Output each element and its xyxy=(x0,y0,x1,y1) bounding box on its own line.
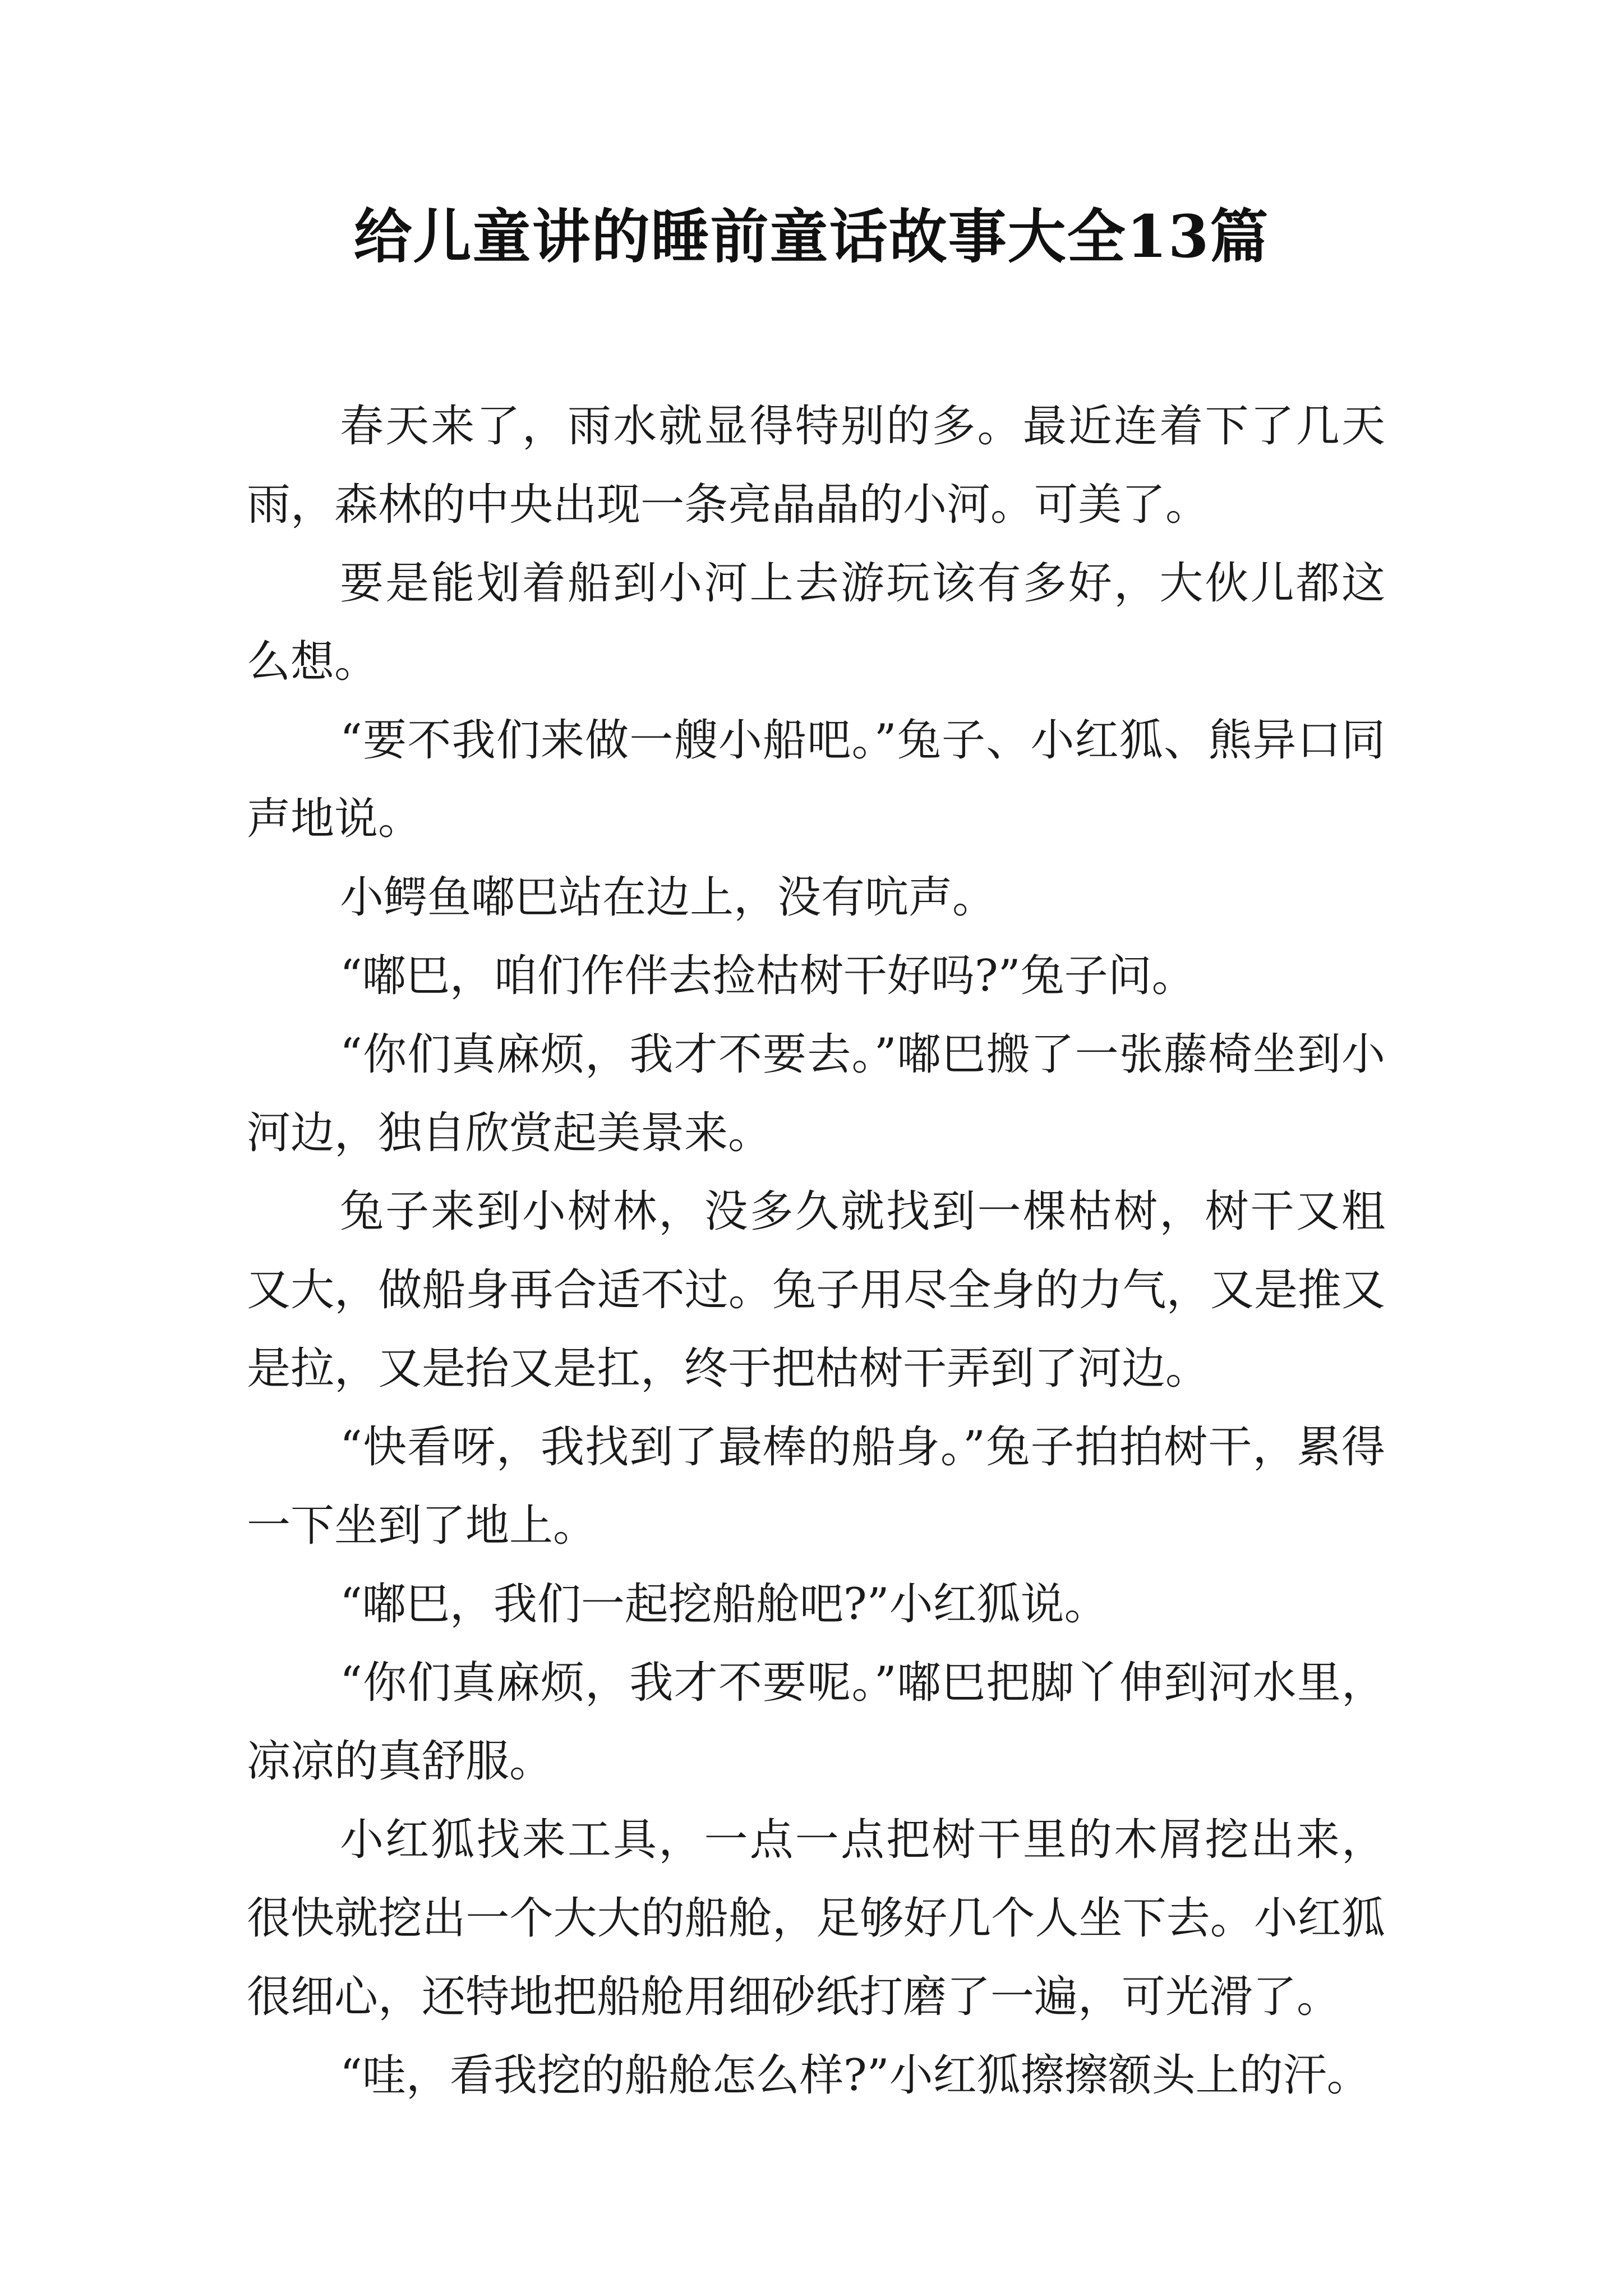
story-paragraph: 小鳄鱼嘟巴站在边上，没有吭声。 xyxy=(340,872,997,923)
story-paragraph: 兔子来到小树林，没多久就找到一棵枯树，树干又粗又大，做船身再合适不过。兔子用尽全身的力气，又是推又是拉，又是抬又是扛，终于把枯树干弄到了河边。 xyxy=(247,1186,1385,1394)
story-paragraph: 小红狐找来工具，一点一点把树干里的木屑挖出来，很快就挖出一个大大的船舱，足够好几个人坐下去。小红狐很细心，还特地把船舱用细砂纸打磨了一遍，可光滑了。 xyxy=(247,1815,1385,2022)
story-paragraph: “你们真麻烦，我才不要呢。”嘟巴把脚丫伸到河水里，凉凉的真舒服。 xyxy=(247,1658,1385,1787)
story-body xyxy=(247,387,1385,2115)
story-paragraph: “要不我们来做一艘小船吧。”兔子、小红狐、熊异口同声地说。 xyxy=(247,715,1385,844)
story-paragraph: “快看呀，我找到了最棒的船身。”兔子拍拍树干，累得一下坐到了地上。 xyxy=(247,1422,1385,1551)
story-paragraph: 要是能划着船到小河上去游玩该有多好，大伙儿都这么想。 xyxy=(247,558,1385,687)
story-paragraph: “嘟巴，我们一起挖船舱吧?”小红狐说。 xyxy=(340,1579,1108,1630)
document-title: 给儿童讲的睡前童话故事大全13篇 xyxy=(353,202,1270,271)
story-paragraph: 春天来了，雨水就显得特别的多。最近连着下了几天雨，森林的中央出现一条亮晶晶的小河。可美了。 xyxy=(247,401,1385,530)
story-paragraph: “你们真麻烦，我才不要去。”嘟巴搬了一张藤椅坐到小河边，独自欣赏起美景来。 xyxy=(247,1029,1385,1158)
story-paragraph: “哇，看我挖的船舱怎么样?”小红狐擦擦额头上的汗。 xyxy=(340,2050,1371,2101)
story-paragraph: “嘟巴，咱们作伴去捡枯树干好吗?”兔子问。 xyxy=(340,951,1196,1001)
